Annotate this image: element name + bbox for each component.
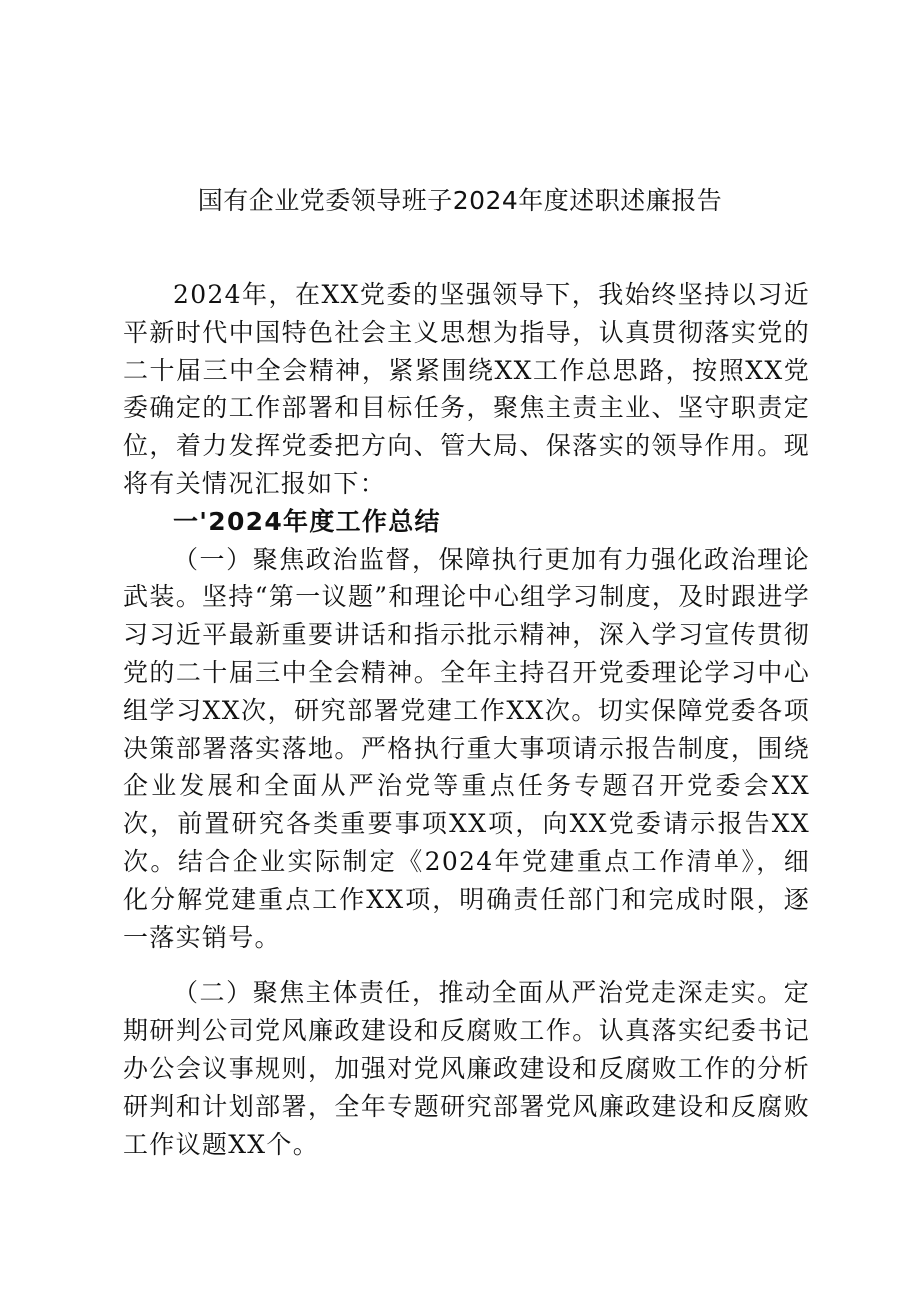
intro-paragraph: 2024年，在XX党委的坚强领导下，我始终坚持以习近平新时代中国特色社会主义思想为指导，认真贯彻落实党的二十届三中全会精神，紧紧围绕XX工作总思路，按照XX党委确定的工作部署和目标任务，聚焦主责主业、坚守职责定位，着力发挥党委把方向、管大局、保落实的领导作用。现将有关情况汇报如下： — [123, 280, 810, 498]
document-title: 国有企业党委领导班子2024年度述职述廉报告 — [197, 186, 723, 215]
body-paragraph-1: （一）聚焦政治监督，保障执行更加有力强化政治理论武装。坚持“第一议题”和理论中心组学习制度，及时跟进学习习近平最新重要讲话和指示批示精神，深入学习宣传贯彻党的二十届三中全会精神。全年主持召开党委理论学习中心组学习XX次，研究部署党建工作XX次。切实保障党委各项决策部署落实落地。严格执行重大事项请示报告制度，围绕企业发展和全面从严治党等重点任务专题召开党委会XX次，前置研究各类重要事项XX项，向XX党委请示报告XX次。结合企业实际制定《2024年党建重点工作清单》，细化分解党建重点工作XX项，明确责任部门和完成时限，逐一落实销号。 — [123, 544, 810, 952]
document-body — [123, 276, 810, 1163]
section-heading: 一'2024年度工作总结 — [173, 506, 441, 536]
body-paragraph-2: （二）聚焦主体责任，推动全面从严治党走深走实。定期研判公司党风廉政建设和反腐败工作。认真落实纪委书记办公会议事规则，加强对党风廉政建设和反腐败工作的分析研判和计划部署，全年专题研究部署党风廉政建设和反腐败工作议题XX个。 — [123, 978, 810, 1159]
